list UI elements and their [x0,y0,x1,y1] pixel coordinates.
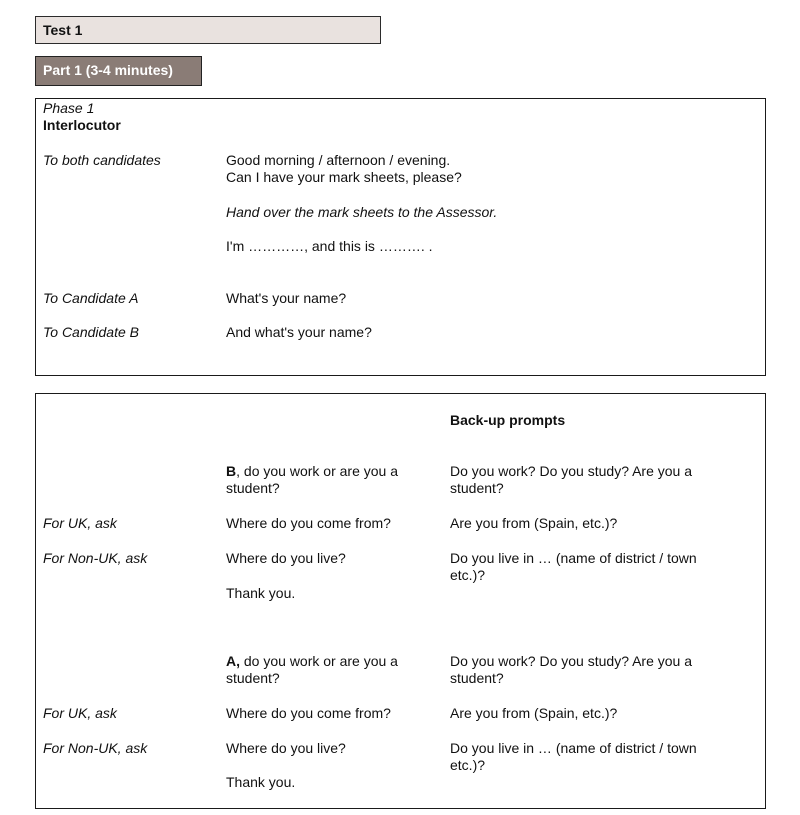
label-both-candidates: To both candidates [43,152,161,168]
nonuk-backup-b: Do you live in … (name of district / town etc.)? [450,550,697,583]
uk-backup-b: Are you from (Spain, etc.)? [450,515,618,531]
name-question-b: And what's your name? [226,324,372,340]
nonuk-label-a: For Non-UK, ask [43,740,148,756]
uk-backup-a: Are you from (Spain, etc.)? [450,705,618,721]
work-question-text-a: do you work or are you a student? [226,653,398,686]
name-question-a: What's your name? [226,290,347,306]
work-question-a [226,653,426,687]
work-question-text-b: , do you work or are you a student? [226,463,398,496]
part-title: Part 1 (3-4 minutes) [35,56,202,86]
mark-sheets-line: Can I have your mark sheets, please? [226,169,462,185]
label-candidate-b: To Candidate B [43,324,139,340]
thanks-a: Thank you. [226,774,296,790]
label-candidate-a: To Candidate A [43,290,139,306]
questions-box [35,393,766,809]
greeting-line: Good morning / afternoon / evening. [226,152,451,168]
work-backup-a: Do you work? Do you study? Are you a student? [450,653,693,686]
uk-label-a: For UK, ask [43,705,117,721]
instruction-line: Hand over the mark sheets to the Assessor. [226,204,498,220]
uk-question-b: Where do you come from? [226,515,391,531]
thanks-b: Thank you. [226,585,296,601]
nonuk-label-b: For Non-UK, ask [43,550,148,566]
intro-line: I'm …………, and this is ………. . [226,238,433,254]
uk-question-a: Where do you come from? [226,705,391,721]
uk-label-b: For UK, ask [43,515,117,531]
nonuk-backup-a: Do you live in … (name of district / town etc.)? [450,740,697,773]
work-question-b [226,463,426,497]
test-title: Test 1 [35,16,381,44]
candidate-letter-b: B [226,463,237,479]
phase-label: Phase 1 [43,100,95,116]
work-backup-b: Do you work? Do you study? Are you a student? [450,463,693,496]
nonuk-question-b: Where do you live? [226,550,346,566]
phase1-box [35,98,766,376]
nonuk-question-a: Where do you live? [226,740,346,756]
candidate-letter-a: A, [226,653,240,669]
backup-prompts-heading: Back-up prompts [450,412,566,428]
role-heading: Interlocutor [43,117,121,133]
